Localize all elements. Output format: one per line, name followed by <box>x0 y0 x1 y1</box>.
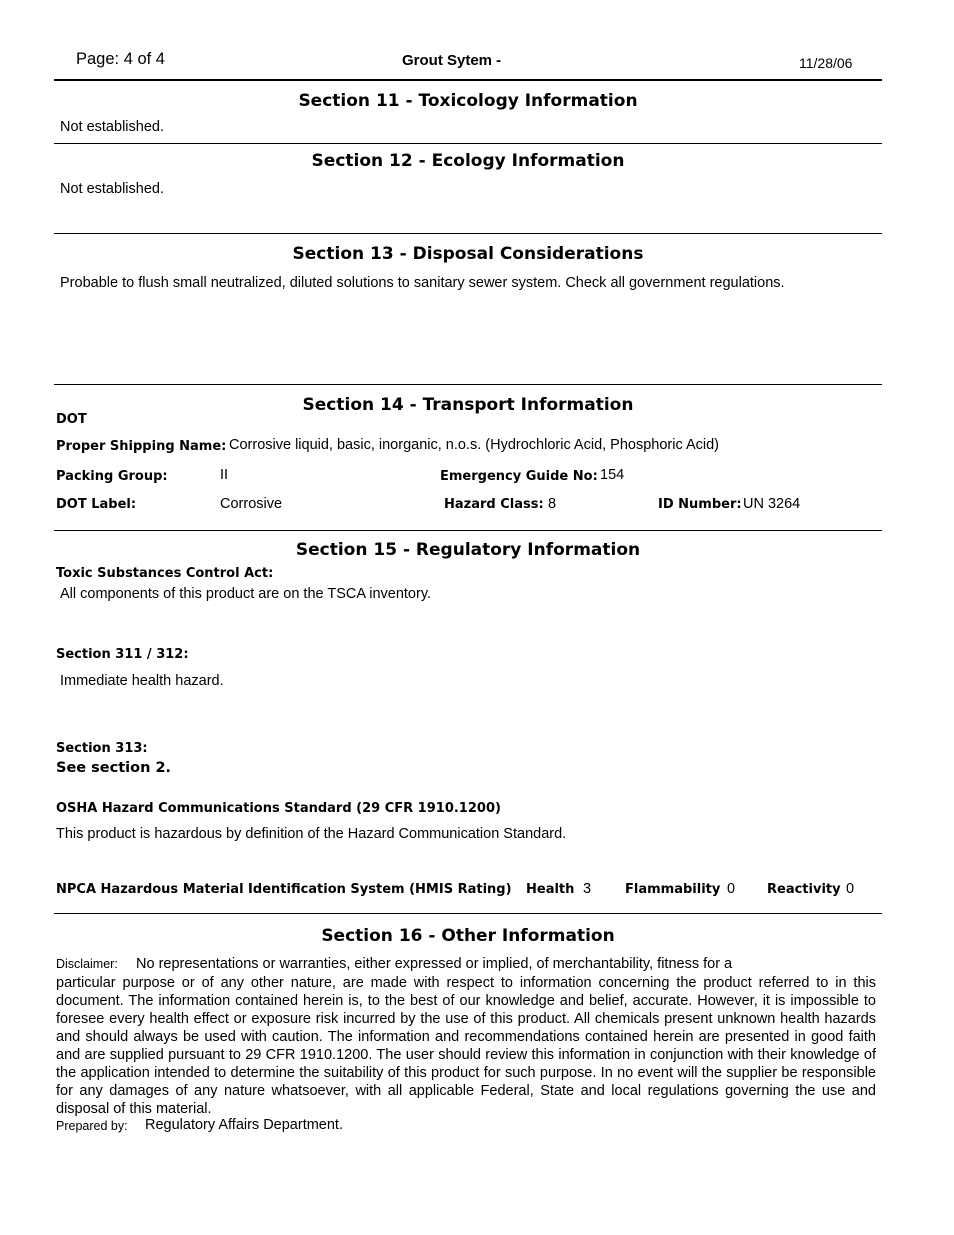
section-13-rule <box>54 384 882 385</box>
packing-group-value: II <box>220 467 229 483</box>
document-date: 11/28/06 <box>799 55 853 71</box>
section-13-text: Probable to flush small neutralized, diluted solutions to sanitary sewer system. Check all government regulations. <box>60 275 785 291</box>
id-number-label: ID Number: <box>658 497 742 512</box>
hazard-class-value: 8 <box>548 496 557 512</box>
id-number-value: UN 3264 <box>743 496 801 512</box>
disclaimer-text: particular purpose or of any other nature, are made with respect to information concerning the product referred to in this document. The information contained herein is, to the best of our knowledge and belief, accurate. However, it is impossible to foresee every health effect or exposure risk incurred by the use of this product. All chemicals present unknown health hazards and should always be used with caution. The information and recommendations contained herein are presented in good faith and are supplied pursuant to 29 CFR 1910.1200. The user should review this information in conjunction with their knowledge of the application intended to determine the suitability of this product for such purpose. In no event will the supplier be responsible for any damages of any nature whatsoever, with all applicable Federal, State and local regulations governing the use and disposal of this material. <box>56 975 876 1117</box>
health-value: 3 <box>583 881 592 897</box>
section-11-title: Section 11 - Toxicology Information <box>298 91 638 111</box>
osha-text: This product is hazardous by definition of the Hazard Communication Standard. <box>56 826 567 842</box>
flammability-label: Flammability <box>625 882 721 897</box>
section-12-text: Not established. <box>60 181 164 197</box>
section-311-text: Immediate health hazard. <box>60 673 224 689</box>
page-number: Page: 4 of 4 <box>76 50 165 68</box>
emergency-guide-value: 154 <box>600 467 625 483</box>
section-11-text: Not established. <box>60 119 164 135</box>
prepared-by-label: Prepared by: <box>56 1119 128 1133</box>
flammability-value: 0 <box>727 881 736 897</box>
section-15-rule <box>54 913 882 914</box>
section-13-title: Section 13 - Disposal Considerations <box>292 244 644 264</box>
section-14-rule <box>54 530 882 531</box>
shipping-name-value: Corrosive liquid, basic, inorganic, n.o.s. (Hydrochloric Acid, Phosphoric Acid) <box>229 437 719 453</box>
header-rule <box>54 79 882 81</box>
packing-group-label: Packing Group: <box>56 469 168 484</box>
section-311-label: Section 311 / 312: <box>56 647 189 662</box>
shipping-name-label: Proper Shipping Name: <box>56 439 227 454</box>
section-313-text: See section 2. <box>56 760 172 776</box>
section-12-rule <box>54 233 882 234</box>
section-16-title: Section 16 - Other Information <box>321 926 615 946</box>
hmis-label: NPCA Hazardous Material Identification System (HMIS Rating) <box>56 882 512 897</box>
health-label: Health <box>526 882 575 897</box>
emergency-guide-label: Emergency Guide No: <box>440 469 598 484</box>
tsca-text: All components of this product are on the TSCA inventory. <box>60 586 432 602</box>
osha-label: OSHA Hazard Communications Standard (29 CFR 1910.1200) <box>56 801 501 816</box>
reactivity-label: Reactivity <box>767 882 841 897</box>
section-14-title: Section 14 - Transport Information <box>302 395 634 415</box>
dot-heading: DOT <box>56 412 87 427</box>
hazard-class-label: Hazard Class: <box>444 497 544 512</box>
section-15-title: Section 15 - Regulatory Information <box>295 540 641 560</box>
section-11-rule <box>54 143 882 144</box>
disclaimer-label: Disclaimer: <box>56 957 118 971</box>
tsca-label: Toxic Substances Control Act: <box>56 566 274 581</box>
dot-label-label: DOT Label: <box>56 497 137 512</box>
document-title: Grout Sytem - <box>402 52 502 69</box>
disclaimer-first-line: No representations or warranties, either expressed or implied, of merchantability, fitness for a <box>136 956 733 972</box>
reactivity-value: 0 <box>846 881 855 897</box>
section-12-title: Section 12 - Ecology Information <box>311 151 625 171</box>
dot-label-value: Corrosive <box>220 496 283 512</box>
prepared-by-value: Regulatory Affairs Department. <box>145 1117 343 1133</box>
section-313-label: Section 313: <box>56 741 148 756</box>
